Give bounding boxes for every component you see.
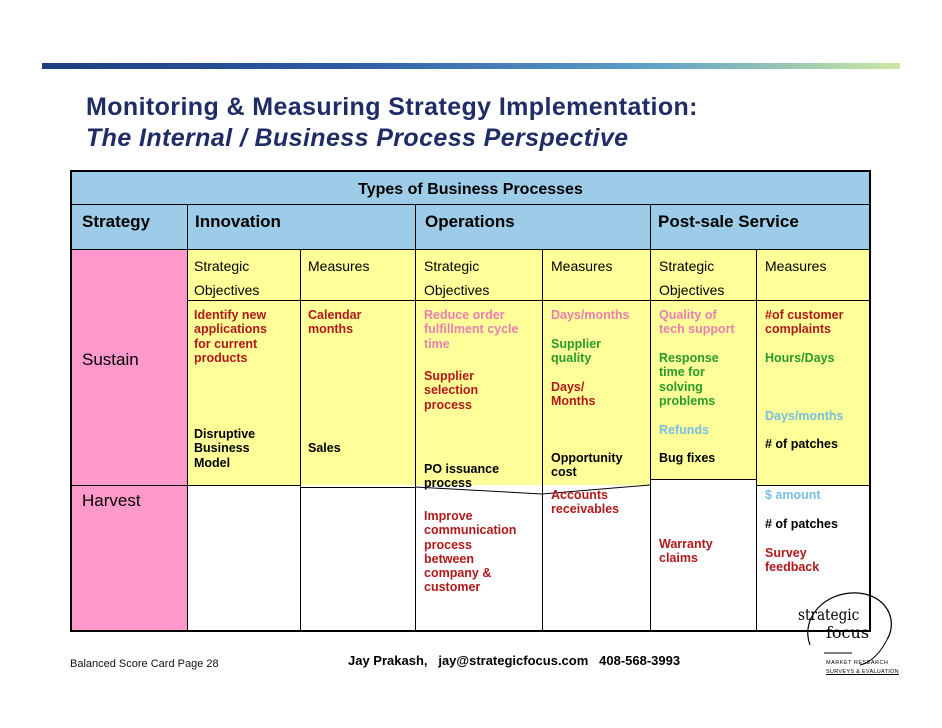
post-measure-item: $ amount bbox=[765, 488, 821, 502]
ops-measure-item: Accounts receivables bbox=[551, 488, 620, 517]
harvest-innov-cell bbox=[187, 485, 300, 630]
footer-page-label: Balanced Score Card Page 28 bbox=[70, 658, 219, 670]
logo-text-focus: focus bbox=[826, 623, 870, 642]
logo-text-strategic: strategic bbox=[798, 605, 860, 624]
ops-measure-item: Days/ Months bbox=[551, 380, 596, 409]
label-objectives: Objectives bbox=[424, 282, 490, 298]
innovation-header: Innovation bbox=[187, 204, 415, 249]
title-line-2: The Internal / Business Process Perspective bbox=[86, 124, 629, 152]
logo-tagline-1: MARKET RESEARCH bbox=[826, 660, 889, 666]
ops-objective-item: PO issuance process bbox=[424, 462, 500, 491]
post-measure-item: Hours/Days bbox=[765, 351, 835, 365]
grid-line bbox=[650, 479, 756, 480]
process-table bbox=[70, 170, 871, 632]
logo-tagline-2: SURVEYS & EVALUATION bbox=[826, 669, 899, 675]
grid-line bbox=[756, 485, 869, 486]
row-label-harvest: Harvest bbox=[82, 491, 141, 510]
grid-line bbox=[72, 249, 869, 250]
ops-objective-item: Improve communication process between company & customer bbox=[424, 509, 517, 595]
post-objective-item: Warranty claims bbox=[659, 537, 713, 566]
innov-measure-item: Calendar months bbox=[308, 308, 362, 337]
grid-line bbox=[72, 485, 187, 486]
innov-objective-item: Disruptive Business Model bbox=[194, 427, 256, 470]
label-strategic: Strategic bbox=[424, 258, 480, 274]
title-line-1: Monitoring & Measuring Strategy Implementation: bbox=[86, 93, 698, 121]
ops-measure-item: Opportunity cost bbox=[551, 451, 623, 480]
label-objectives: Objectives bbox=[194, 282, 260, 298]
grid-line bbox=[415, 204, 416, 630]
row-label-sustain: Sustain bbox=[82, 350, 139, 369]
grid-line bbox=[756, 249, 757, 630]
grid-line bbox=[187, 485, 300, 486]
ops-objective-item: Reduce order fulfillment cycle time bbox=[424, 308, 519, 351]
label-strategic: Strategic bbox=[659, 258, 715, 274]
post-measure-item: # of patches bbox=[765, 437, 838, 451]
grid-line bbox=[187, 300, 869, 301]
post-strategic-objectives-label bbox=[659, 254, 724, 302]
ops-measure-item: Supplier quality bbox=[551, 337, 602, 366]
post-objective-item: Refunds bbox=[659, 423, 709, 437]
innov-strategic-objectives-label bbox=[194, 254, 259, 302]
strategy-header: Strategy bbox=[72, 204, 187, 249]
harvest-ops-measures-cell bbox=[542, 517, 650, 630]
ops-measure-item: Days/months bbox=[551, 308, 630, 322]
grid-line bbox=[542, 249, 543, 630]
grid-line bbox=[187, 204, 188, 630]
ops-strategic-objectives-label bbox=[424, 254, 489, 302]
strategy-column bbox=[72, 249, 187, 630]
innov-measures-label: Measures bbox=[308, 258, 370, 274]
post-measure-item: Days/months bbox=[765, 409, 844, 423]
table-banner: Types of Business Processes bbox=[72, 172, 869, 204]
post-objective-item: Quality of tech support bbox=[659, 308, 735, 337]
footer-contact: Jay Prakash, jay@strategicfocus.com 408-568-3993 bbox=[348, 653, 681, 668]
post-objective-item: Bug fixes bbox=[659, 451, 716, 465]
ops-measures-label: Measures bbox=[551, 258, 613, 274]
harvest-innov-measures-cell bbox=[300, 487, 415, 630]
post-measure-item: # of patches bbox=[765, 517, 838, 531]
post-objective-item: Response time for solving problems bbox=[659, 351, 719, 408]
grid-line bbox=[300, 249, 301, 630]
label-strategic: Strategic bbox=[194, 258, 250, 274]
innov-measure-item: Sales bbox=[308, 441, 341, 455]
slide-title bbox=[86, 92, 698, 154]
post-sale-header: Post-sale Service bbox=[650, 204, 869, 249]
ops-objective-item: Supplier selection process bbox=[424, 369, 479, 412]
grid-line bbox=[650, 204, 651, 630]
grid-line bbox=[72, 204, 869, 205]
innov-objective-item: Identify new applications for current products bbox=[194, 308, 267, 365]
label-objectives: Objectives bbox=[659, 282, 725, 298]
grid-line bbox=[300, 487, 415, 488]
top-accent-bar bbox=[42, 63, 900, 69]
post-measure-item: Survey feedback bbox=[765, 546, 820, 575]
operations-header: Operations bbox=[415, 204, 650, 249]
strategic-focus-logo bbox=[790, 583, 902, 695]
post-measure-item: #of customer complaints bbox=[765, 308, 844, 337]
post-measures-label: Measures bbox=[765, 258, 827, 274]
